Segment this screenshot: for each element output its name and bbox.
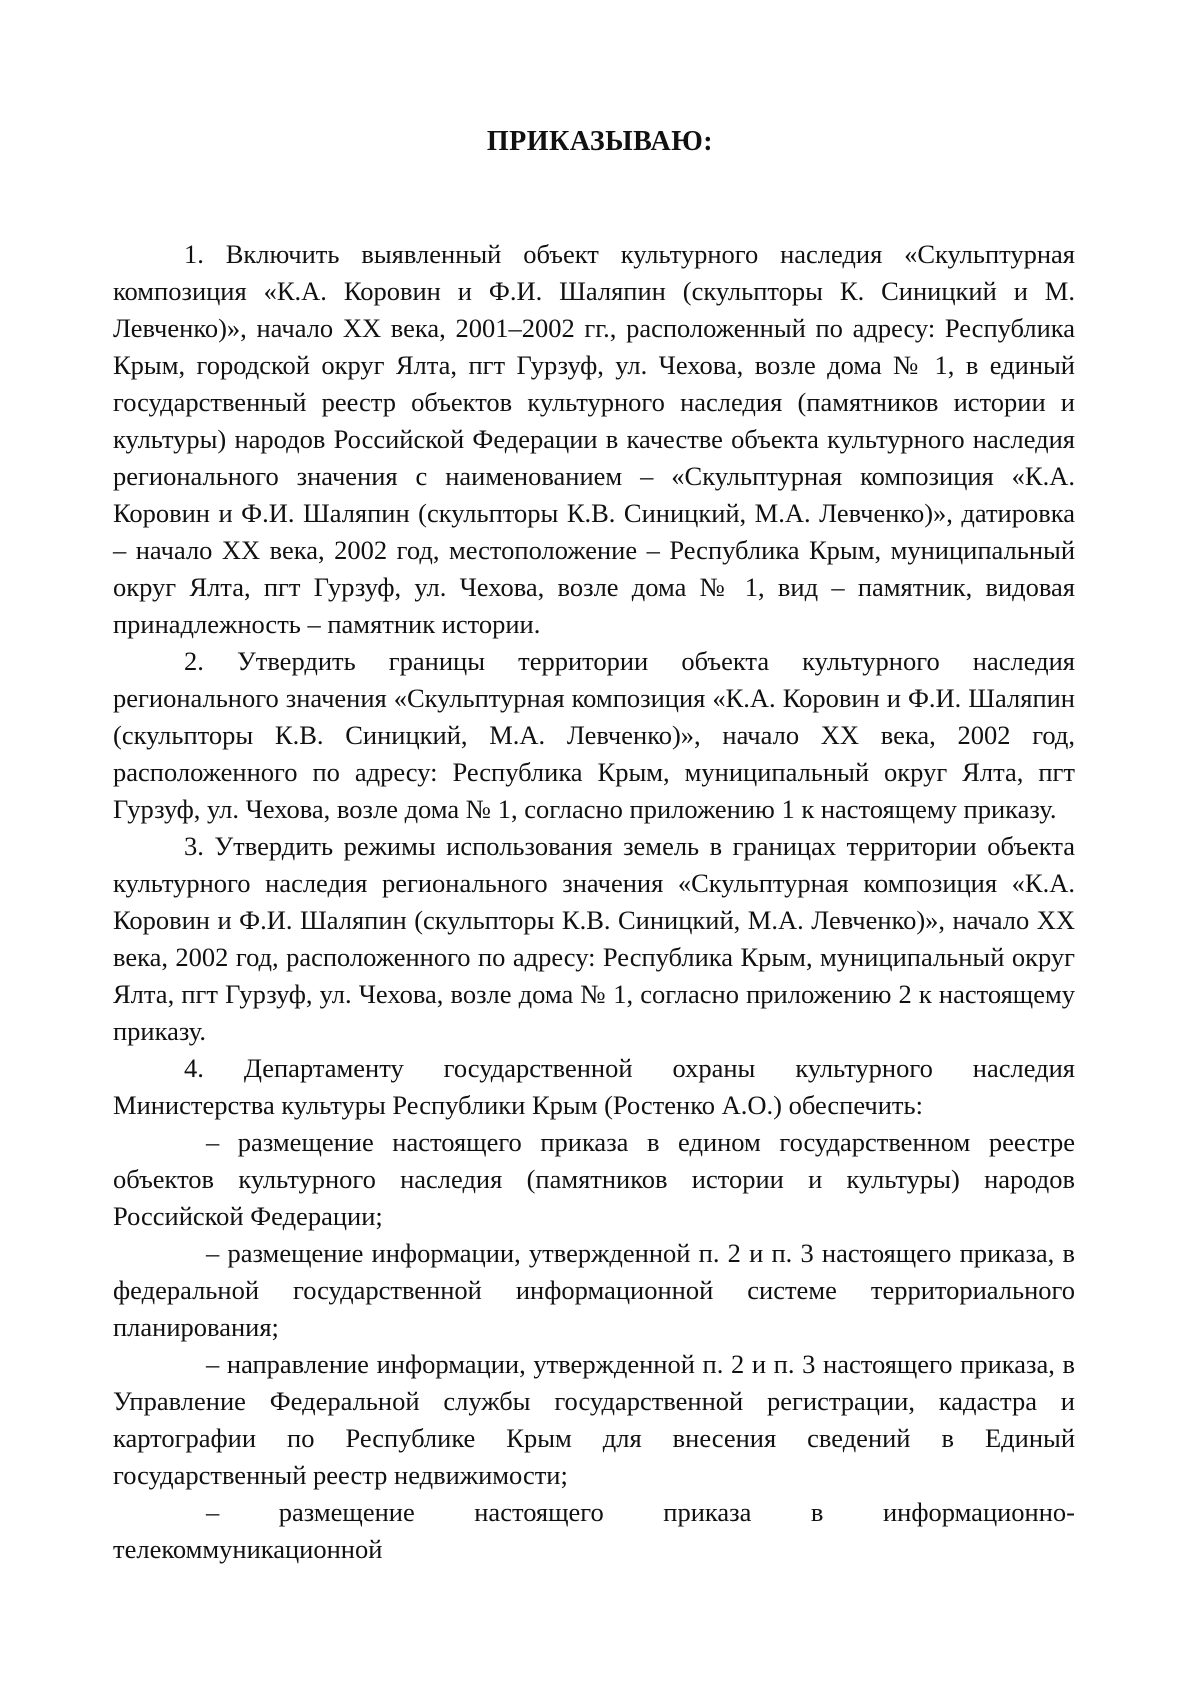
document-heading: ПРИКАЗЫВАЮ: — [486, 126, 714, 157]
paragraph-bullet-registry: – размещение настоящего приказа в едином государственном реестре объектов культурного наследия (памятников истории и культуры) народов Российской Федерации; — [113, 1127, 1075, 1231]
paragraph-bullet-telecom: – размещение настоящего приказа в информационно-телекоммуникационной — [113, 1497, 1075, 1564]
document-body — [113, 236, 1075, 1568]
paragraph-bullet-planning-system: – размещение информации, утвержденной п. 2 и п. 3 настоящего приказа, в федеральной государственной информационной системе территориального планирования; — [113, 1238, 1075, 1342]
paragraph-item-4: 4. Департаменту государственной охраны культурного наследия Министерства культуры Республики Крым (Ростенко А.О.) обеспечить: — [113, 1053, 1075, 1120]
paragraph-item-3: 3. Утвердить режимы использования земель в границах территории объекта культурного наследия регионального значения «Скульптурная композиция «К.А. Коровин и Ф.И. Шаляпин (скульпторы К.В. Синицкий, М.А. Левченко)», начало XX века, 2002 год, расположенного по адресу: Республика Крым, муниципальный округ Ялта, пгт Гурзуф, ул. Чехова, возле дома № 1, согласно приложению 2 к настоящему приказу. — [113, 831, 1075, 1046]
paragraph-item-1: 1. Включить выявленный объект культурного наследия «Скульптурная композиция «К.А. Коровин и Ф.И. Шаляпин (скульпторы К. Синицкий и М. Левченко)», начало XX века, 2001–2002 гг., расположенный по адресу: Республика Крым, городской округ Ялта, пгт Гурзуф, ул. Чехова, возле дома № 1, в единый государственный реестр объектов культурного наследия (памятников истории и культуры) народов Российской Федерации в качестве объекта культурного наследия регионального значения с наименованием – «Скульптурная композиция «К.А. Коровин и Ф.И. Шаляпин (скульпторы К.В. Синицкий, М.А. Левченко)», датировка – начало XX века, 2002 год, местоположение – Республика Крым, муниципальный округ Ялта, пгт Гурзуф, ул. Чехова, возле дома № 1, вид – памятник, видовая принадлежность – памятник истории. — [113, 239, 1075, 639]
paragraph-item-2: 2. Утвердить границы территории объекта культурного наследия регионального значения «Скульптурная композиция «К.А. Коровин и Ф.И. Шаляпин (скульпторы К.В. Синицкий, М.А. Левченко)», начало XX века, 2002 год, расположенного по адресу: Республика Крым, муниципальный округ Ялта, пгт Гурзуф, ул. Чехова, возле дома № 1, согласно приложению 1 к настоящему приказу. — [113, 646, 1075, 824]
paragraph-bullet-cadastre: – направление информации, утвержденной п. 2 и п. 3 настоящего приказа, в Управление Федеральной службы государственной регистрации, кадастра и картографии по Республике Крым для внесения сведений в Единый государственный реестр недвижимости; — [113, 1349, 1075, 1490]
